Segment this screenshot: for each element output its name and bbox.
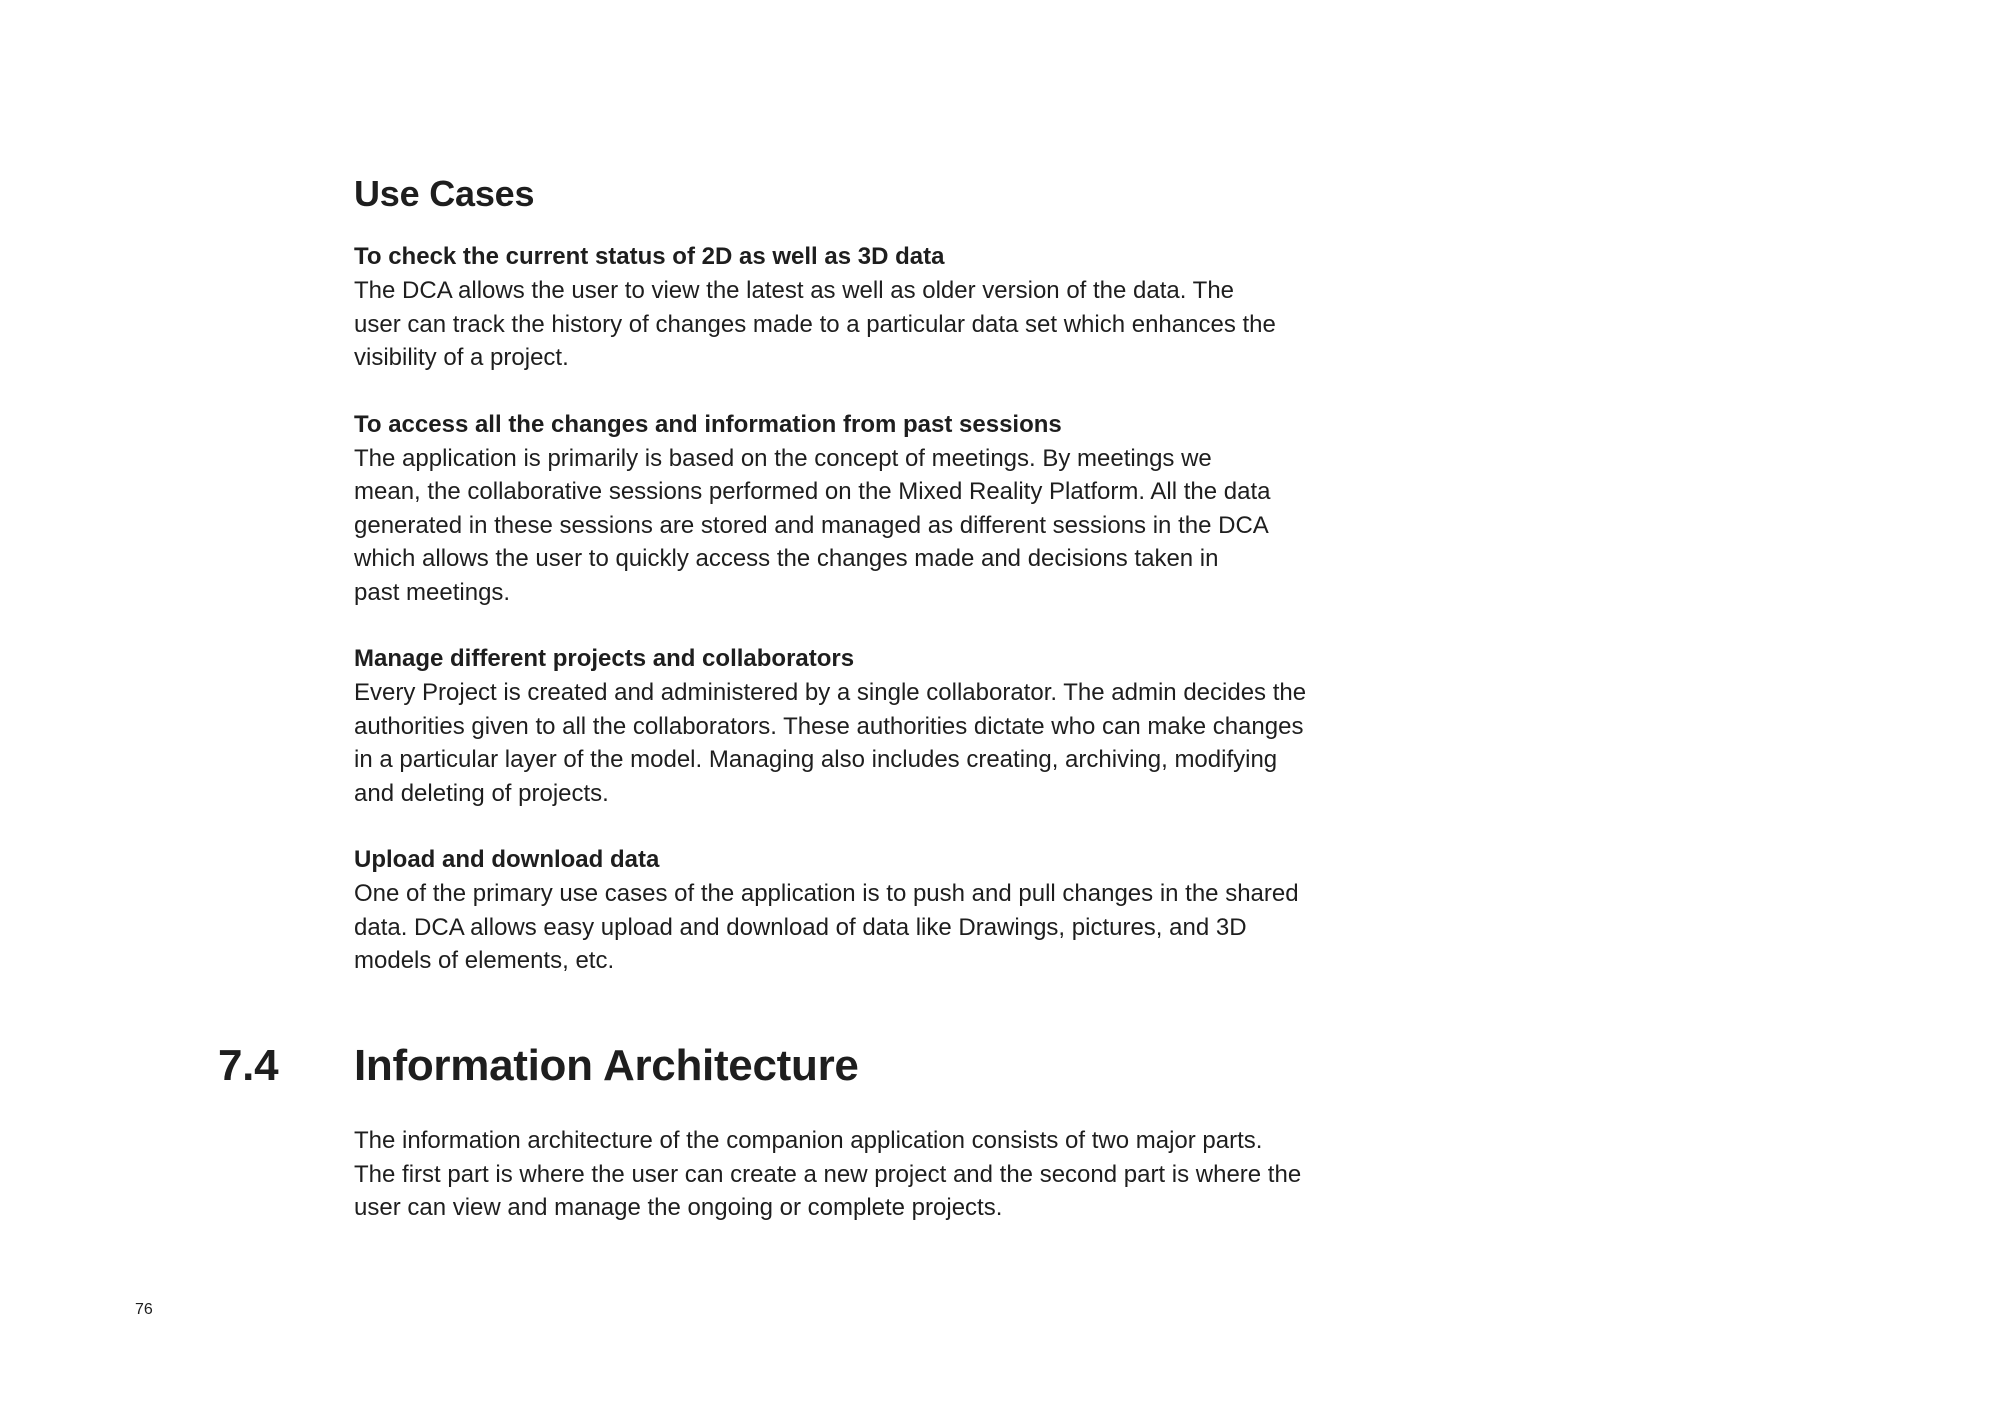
body-line: The DCA allows the user to view the latest as well as older version of the data. The xyxy=(354,277,1235,304)
body-line: The information architecture of the companion application consists of two major parts. xyxy=(354,1127,1263,1154)
body-line: user can track the history of changes made to a particular data set which enhances the xyxy=(354,310,1276,338)
use-case-body xyxy=(354,676,1334,810)
use-case-upload-download xyxy=(354,843,1334,978)
body-line: which allows the user to quickly access the changes made and decisions taken in xyxy=(354,545,1219,572)
use-case-body xyxy=(354,274,1334,375)
body-line: The application is primarily is based on the concept of meetings. By meetings we xyxy=(354,444,1212,472)
information-architecture-section xyxy=(218,1038,1418,1225)
body-line: past meetings. xyxy=(354,578,511,606)
page-number: 76 xyxy=(135,1301,153,1318)
use-case-body xyxy=(354,442,1334,610)
body-line: One of the primary use cases of the application is to push and pull changes in the shared xyxy=(354,880,1299,907)
use-case-title: Upload and download data xyxy=(354,846,660,873)
section-title: Information Architecture xyxy=(354,1041,859,1090)
use-cases-heading: Use Cases xyxy=(354,173,535,214)
use-case-title: Manage different projects and collaborators xyxy=(354,645,855,672)
use-cases-content xyxy=(354,172,1334,1011)
body-line: data. DCA allows easy upload and download of data like Drawings, pictures, and 3D xyxy=(354,913,1247,941)
use-case-manage-projects xyxy=(354,642,1334,810)
body-line: models of elements, etc. xyxy=(354,947,615,974)
body-line: The first part is where the user can create a new project and the second part is where the xyxy=(354,1160,1302,1188)
section-number: 7.4 xyxy=(218,1041,279,1090)
body-line: generated in these sessions are stored and managed as different sessions in the DCA xyxy=(354,511,1269,539)
section-heading xyxy=(218,1038,1418,1094)
body-line: user can view and manage the ongoing or complete projects. xyxy=(354,1194,1003,1221)
body-line: authorities given to all the collaborators. These authorities dictate who can make changes xyxy=(354,712,1304,740)
body-line: in a particular layer of the model. Managing also includes creating, archiving, modifying xyxy=(354,746,1278,773)
use-case-title: To check the current status of 2D as well as 3D data xyxy=(354,243,945,270)
body-line: mean, the collaborative sessions performed on the Mixed Reality Platform. All the data xyxy=(354,478,1271,505)
use-case-current-status xyxy=(354,240,1334,375)
use-case-title: To access all the changes and information from past sessions xyxy=(354,410,1062,438)
body-line: visibility of a project. xyxy=(354,344,569,371)
section-body xyxy=(354,1124,1334,1225)
use-case-past-sessions xyxy=(354,408,1334,610)
use-case-body xyxy=(354,877,1334,978)
body-line: Every Project is created and administered by a single collaborator. The admin decides the xyxy=(354,679,1307,706)
body-line: and deleting of projects. xyxy=(354,779,609,807)
